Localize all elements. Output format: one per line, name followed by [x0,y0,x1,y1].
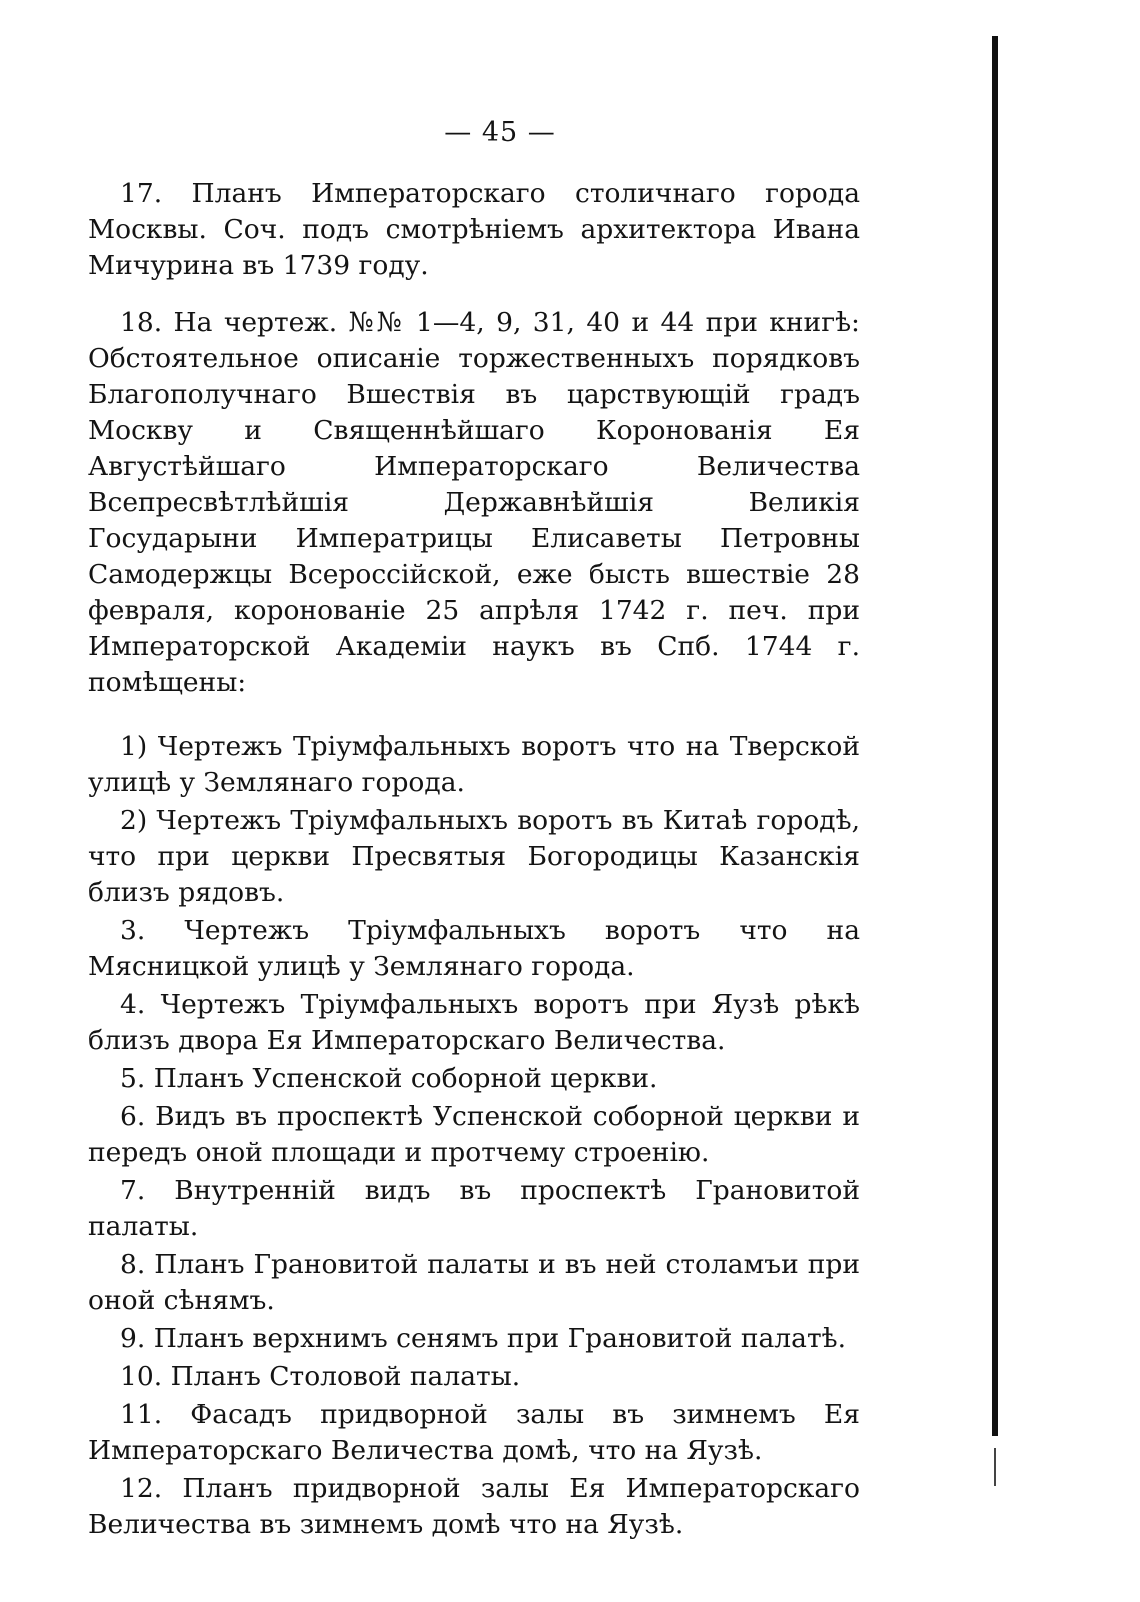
list-item: 3. Чертежъ Тріумфальныхъ воротъ что на Мясницкой улицѣ у Землянаго города. [88,915,860,982]
page-number: — 45 — [444,117,556,148]
paragraph-17: 17. Планъ Императорскаго столичнаго города Москвы. Соч. подъ смотрѣніемъ архитектора Ивана Мичурина въ 1739 году. [88,178,860,281]
paragraph-18: 18. На чертеж. №№ 1—4, 9, 31, 40 и 44 при книгѣ: Обстоятельное описаніе торжественныхъ порядковъ Благополучнаго Вшествія въ царствующій градъ Москву и Священнѣйшаго Коронованія Ея Августѣйшаго Императорскаго Величества Всепресвѣтлѣйшія Державнѣйшія Великія Государыни Императрицы Елисаветы Петровны Самодержцы Всероссійской, еже бысть вшествіе 28 февраля, коронованіе 25 апрѣля 1742 г. печ. при Императорской Академіи наукъ въ Спб. 1744 г. помѣщены: [88,307,860,698]
list-item: 9. Планъ верхнимъ сенямъ при Грановитой палатѣ. [120,1323,847,1354]
page-body [88,176,860,1543]
list-item: 7. Внутренній видъ въ проспектѣ Грановитой палаты. [88,1175,860,1242]
page-binding-edge [992,36,998,1436]
list-item: 1) Чертежъ Тріумфальныхъ воротъ что на Тверской улицѣ у Землянаго города. [88,731,860,798]
list-item: 2) Чертежъ Тріумфальныхъ воротъ въ Китаѣ городѣ, что при церкви Пресвятыя Богородицы Казанскія близъ рядовъ. [88,805,860,908]
list-item: 6. Видъ въ проспектѣ Успенской соборной церкви и передъ оной площади и протчему строенію. [88,1101,860,1168]
list-item: 10. Планъ Столовой палаты. [120,1361,521,1392]
drawings-list [88,729,860,1543]
list-item: 4. Чертежъ Тріумфальныхъ воротъ при Яузѣ рѣкѣ близъ двора Ея Императорскаго Величества. [88,989,860,1056]
list-item: 8. Планъ Грановитой палаты и въ ней столамъи при оной сѣнямъ. [88,1249,860,1316]
list-item: 5. Планъ Успенской соборной церкви. [120,1063,658,1094]
list-item: 12. Планъ придворной залы Ея Императорскаго Величества въ зимнемъ домѣ что на Яузѣ. [88,1473,860,1540]
page-binding-edge-tail [994,1448,996,1486]
list-item: 11. Фасадъ придворной залы въ зимнемъ Ея Императорскаго Величества домѣ, что на Яузѣ. [88,1399,860,1466]
